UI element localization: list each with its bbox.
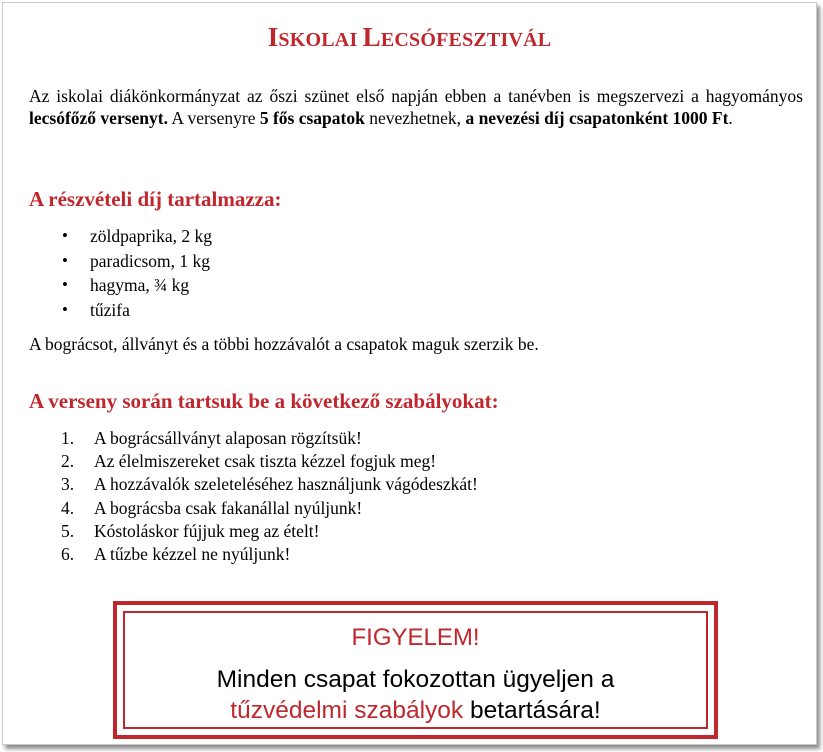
intro-text-4: . <box>728 108 733 128</box>
title-initial-1: I <box>267 22 279 52</box>
fee-list <box>29 224 212 322</box>
warning-box-inner <box>123 611 708 729</box>
warning-heading-mark: ! <box>472 624 480 651</box>
intro-paragraph <box>29 85 803 129</box>
rules-heading: A verseny során tartsuk be a következő szabályokat: <box>29 389 499 413</box>
rule-text: A hozzávalók szeleteléséhez használjunk vágódeszkát! <box>94 474 478 495</box>
title-rest-2: ECSÓFESZTIVÁL <box>380 29 552 51</box>
warning-heading-word: FIGYELEM <box>351 624 473 651</box>
rules-list <box>29 427 478 566</box>
list-item <box>29 497 478 520</box>
rule-number: 3. <box>61 474 75 495</box>
rule-text: Az élelmiszereket csak tiszta kézzel fogjuk meg! <box>94 451 437 472</box>
list-item <box>29 450 478 473</box>
bullet-icon: • <box>62 275 68 294</box>
intro-bold-fee: a nevezési díj csapatonként 1000 Ft <box>465 108 729 128</box>
bullet-icon: • <box>62 250 68 270</box>
warning-highlight: tűzvédelmi szabályok <box>230 697 464 724</box>
title-rest-1: SKOLAI <box>278 29 363 51</box>
warning-box <box>113 601 718 739</box>
list-item <box>29 473 478 496</box>
rule-text: Kóstoláskor fújjuk meg az ételt! <box>94 520 320 541</box>
intro-bold-team-size: 5 fős csapatok <box>259 108 365 128</box>
rule-number: 5. <box>61 520 75 541</box>
warning-heading <box>125 624 706 652</box>
list-item <box>29 427 478 450</box>
fee-item-text: hagyma, ¾ kg <box>90 275 190 295</box>
fee-item-text: tűzifa <box>90 299 130 320</box>
equipment-note: A bográcsot, állványt és a többi hozzávalót a csapatok maguk szerzik be. <box>29 334 539 354</box>
rule-number: 1. <box>61 428 75 448</box>
rule-number: 4. <box>61 497 75 518</box>
intro-text-3: nevezhetnek, <box>364 108 466 128</box>
fee-item-text: zöldpaprika, 2 kg <box>90 226 212 246</box>
rule-text: A tűzbe kézzel ne nyúljunk! <box>94 543 291 564</box>
rule-number: 6. <box>61 543 75 564</box>
list-item <box>29 249 212 274</box>
list-item <box>29 520 478 543</box>
list-item <box>29 224 212 249</box>
rule-number: 2. <box>61 451 75 472</box>
warning-line-2-rest: betartására! <box>463 697 601 724</box>
rule-text: A bográcsba csak fakanállal nyúljunk! <box>94 497 363 518</box>
list-item <box>29 543 478 566</box>
page-title <box>3 22 816 53</box>
list-item <box>29 273 212 298</box>
bullet-icon: • <box>62 299 68 319</box>
warning-line-2 <box>125 695 706 726</box>
intro-text-1: Az iskolai diákönkormányzat az őszi szünet első napján ebben a tanévben is megszervezi a hagyományos <box>29 86 803 106</box>
intro-text-2: A versenyre <box>167 108 260 128</box>
bullet-icon: • <box>62 226 68 245</box>
document-page <box>2 2 817 745</box>
rule-text: A bográcsállványt alaposan rögzítsük! <box>94 428 362 448</box>
warning-line-1: Minden csapat fokozottan ügyeljen a <box>216 666 615 693</box>
intro-bold-event: lecsófőző versenyt. <box>29 108 168 128</box>
title-initial-2: L <box>362 22 381 52</box>
list-item <box>29 298 212 323</box>
fee-heading: A részvételi díj tartalmazza: <box>29 187 282 211</box>
fee-item-text: paradicsom, 1 kg <box>90 250 211 271</box>
